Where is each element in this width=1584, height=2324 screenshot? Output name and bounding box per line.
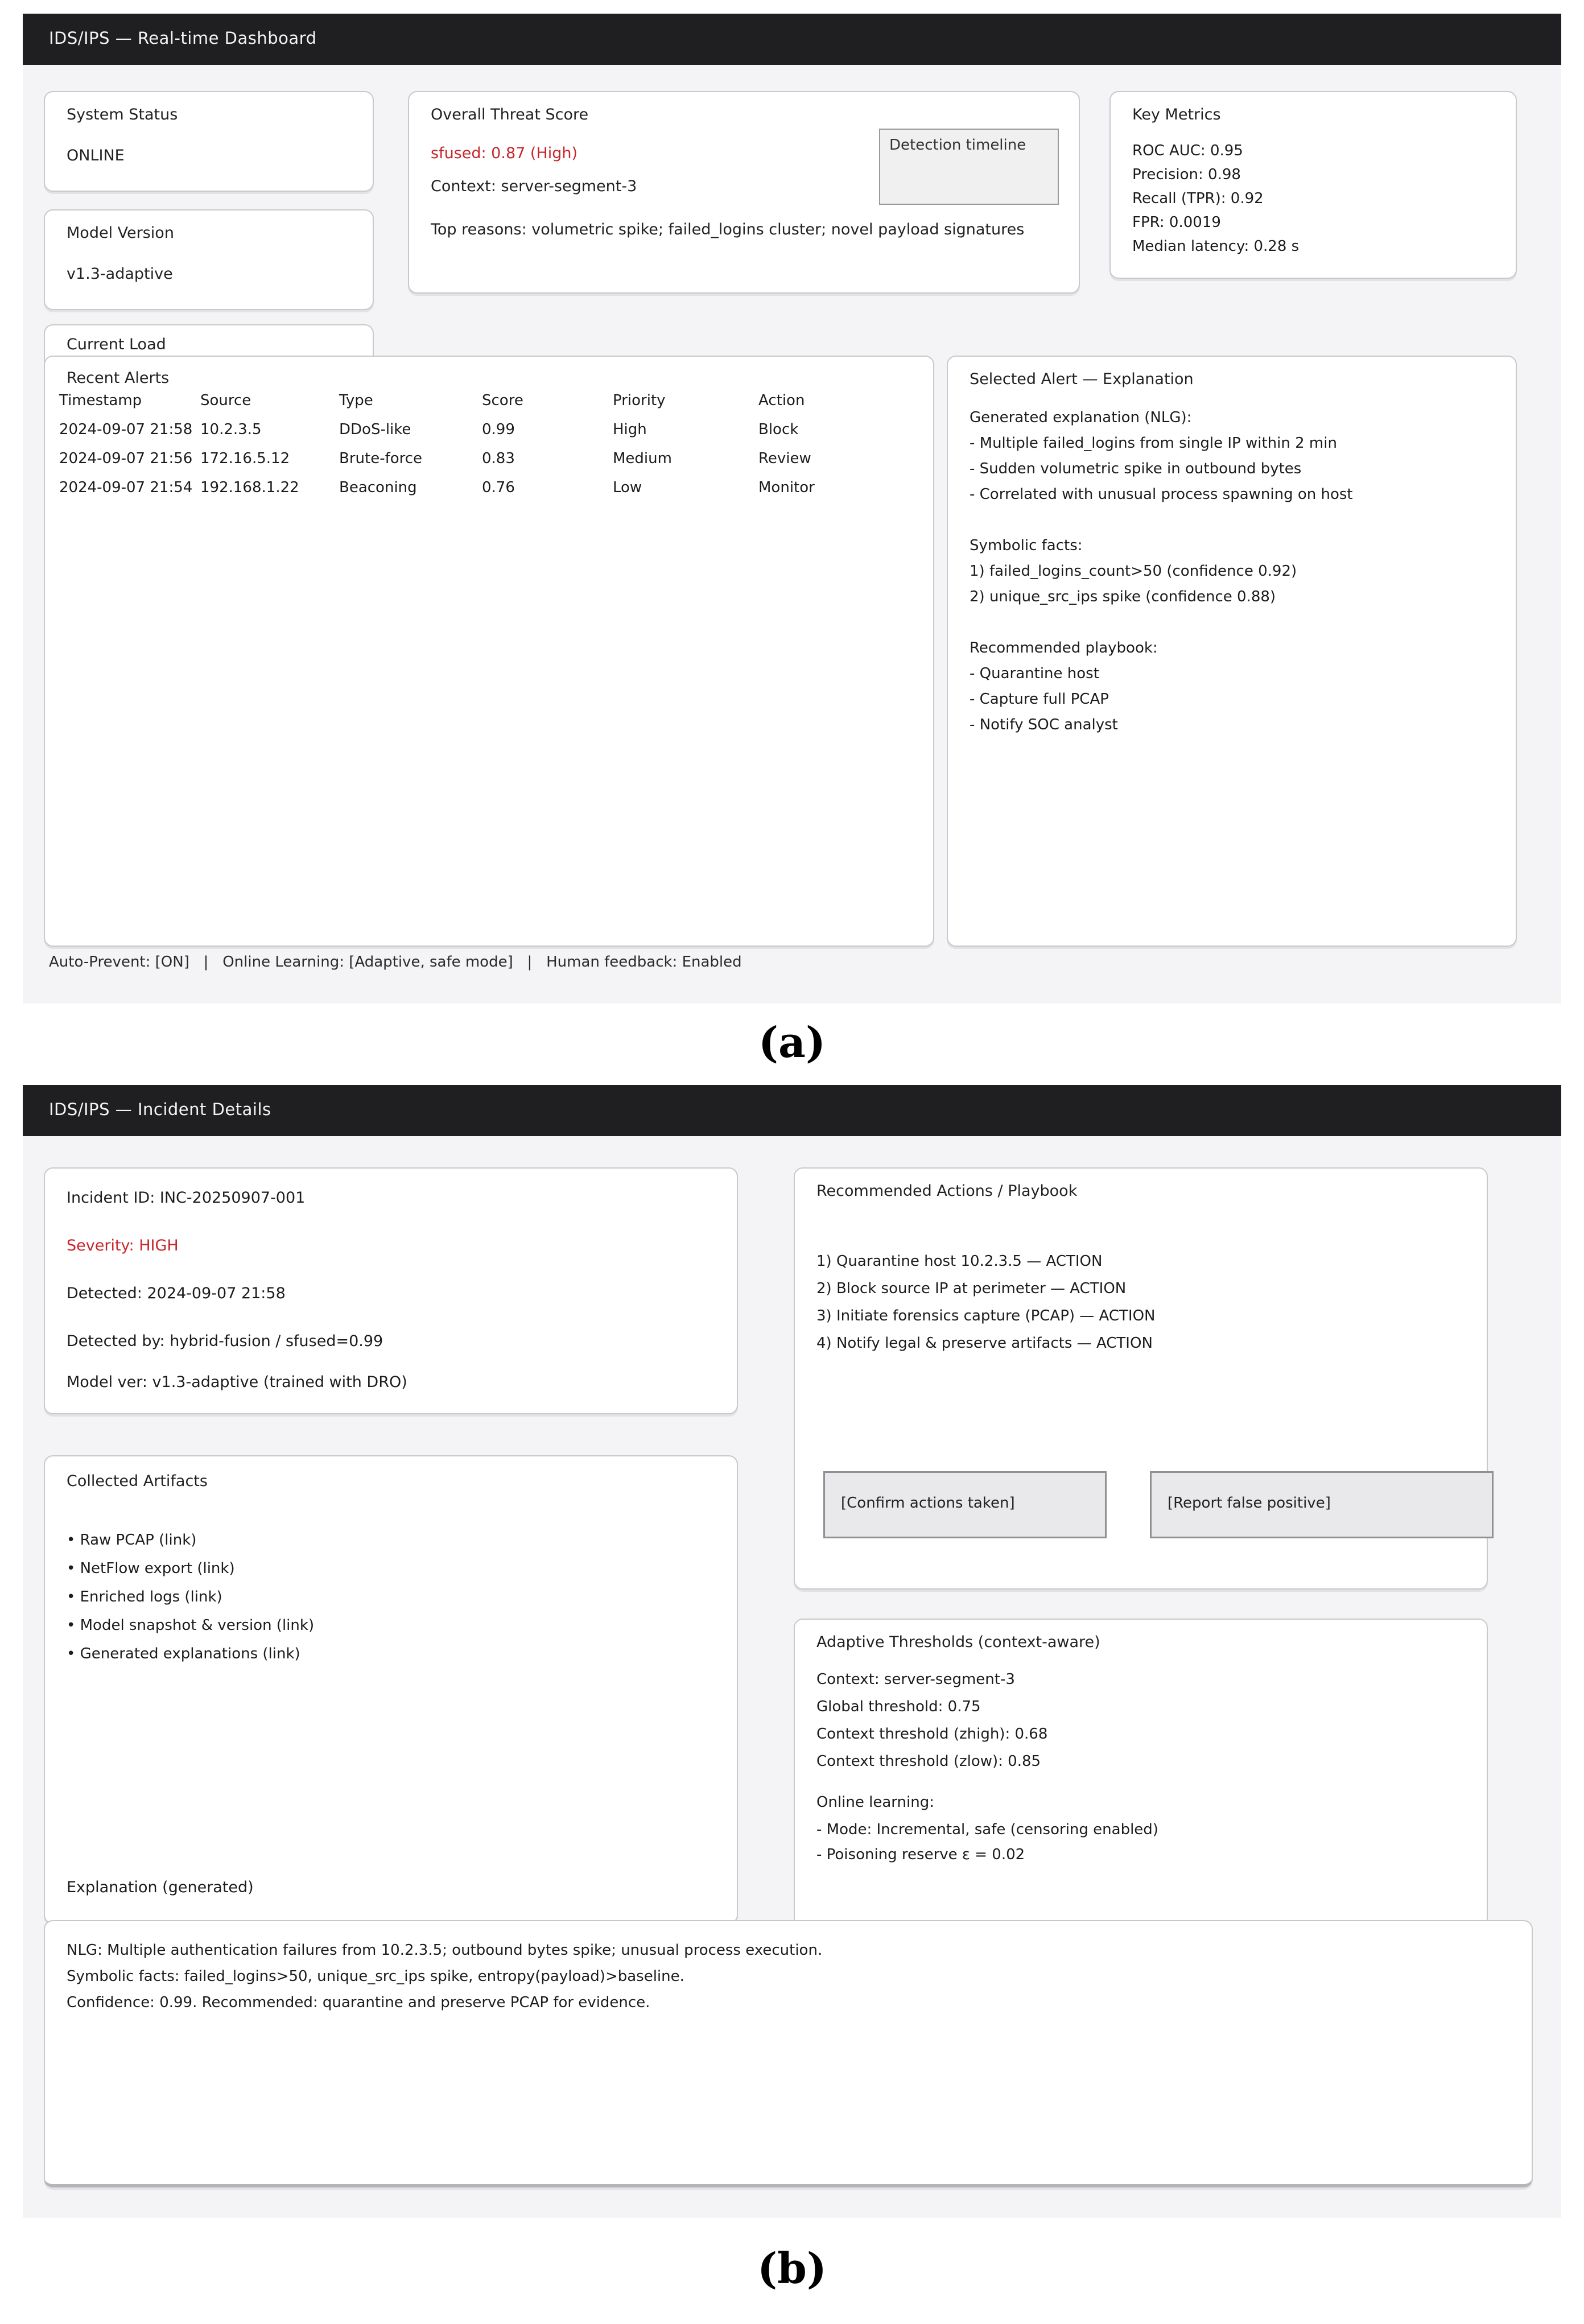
model-version-label: Model Version [67, 224, 174, 242]
artifacts-list [67, 1532, 725, 1674]
recent-alerts-label: Recent Alerts [67, 369, 170, 387]
key-metric-item: ROC AUC: 0.95 [1132, 142, 1243, 159]
incident-detected: Detected: 2024-09-07 21:58 [67, 1285, 286, 1302]
key-metric-item: Precision: 0.98 [1132, 166, 1241, 183]
alert-type: DDoS-like [339, 421, 411, 438]
col-timestamp: Timestamp [59, 392, 142, 409]
alert-score: 0.83 [482, 450, 515, 467]
system-status-card [44, 91, 374, 192]
explanation-line: - Notify SOC analyst [970, 716, 1118, 733]
alert-row[interactable] [59, 421, 927, 450]
adaptive-thresholds-panel [794, 1619, 1488, 1927]
recommended-actions-panel [794, 1167, 1488, 1590]
explanation-line: - Multiple failed_logins from single IP within 2 min [970, 435, 1337, 452]
alert-timestamp: 2024-09-07 21:56 [59, 450, 193, 467]
collected-artifacts-panel [44, 1455, 738, 1924]
online-learning-mode: - Mode: Incremental, safe (censoring enabled) [816, 1821, 1158, 1838]
dashboard-navbar [23, 14, 1561, 65]
selected-alert-explanation [970, 409, 1504, 742]
alert-source: 192.168.1.22 [200, 479, 299, 496]
artifact-link[interactable]: • Model snapshot & version (link) [67, 1617, 315, 1634]
action-item[interactable]: 4) Notify legal & preserve artifacts — ACTION [816, 1335, 1153, 1352]
recommended-actions-list [816, 1253, 1475, 1362]
explanation-generated-label: Explanation (generated) [67, 1879, 254, 1896]
model-version-value: v1.3-adaptive [67, 265, 173, 283]
confirm-actions-button-label: [Confirm actions taken] [841, 1495, 1015, 1512]
action-item[interactable]: 1) Quarantine host 10.2.3.5 — ACTION [816, 1253, 1103, 1270]
alert-action: Review [758, 450, 811, 467]
detection-timeline-placeholder [879, 129, 1059, 205]
explanation-line: - Correlated with unusual process spawning on host [970, 486, 1353, 503]
col-type: Type [339, 392, 373, 409]
threat-score-card [408, 91, 1080, 294]
alerts-table-body [59, 421, 927, 508]
alert-source: 172.16.5.12 [200, 450, 290, 467]
alert-row[interactable] [59, 479, 927, 508]
col-score: Score [482, 392, 523, 409]
incident-id: Incident ID: INC-20250907-001 [67, 1189, 306, 1207]
incident-detected-by: Detected by: hybrid-fusion / sfused=0.99 [67, 1332, 383, 1350]
explanation-line: 2) unique_src_ips spike (confidence 0.88) [970, 588, 1276, 605]
poisoning-reserve: - Poisoning reserve ε = 0.02 [816, 1846, 1025, 1863]
threshold-context: Context: server-segment-3 [816, 1671, 1015, 1688]
incident-severity: Severity: HIGH [67, 1237, 179, 1254]
explanation-line: - Quarantine host [970, 665, 1099, 682]
online-learning-label: Online learning: [816, 1794, 934, 1811]
dashboard-title: IDS/IPS — Real-time Dashboard [49, 28, 317, 48]
explanation-line: Symbolic facts: [970, 537, 1083, 554]
alert-type: Beaconing [339, 479, 417, 496]
action-item[interactable]: 3) Initiate forensics capture (PCAP) — ACTION [816, 1307, 1156, 1324]
alert-score: 0.99 [482, 421, 515, 438]
collected-artifacts-label: Collected Artifacts [67, 1472, 208, 1490]
confirm-actions-button[interactable] [823, 1471, 1107, 1538]
model-version-card [44, 209, 374, 310]
explanation-line [970, 614, 1504, 639]
key-metrics-card [1109, 91, 1517, 279]
alert-type: Brute-force [339, 450, 423, 467]
current-load-label: Current Load [67, 336, 166, 353]
alert-timestamp: 2024-09-07 21:54 [59, 479, 193, 496]
key-metric-item: Median latency: 0.28 s [1132, 238, 1300, 255]
system-status-value: ONLINE [67, 147, 125, 164]
key-metric-item: FPR: 0.0019 [1132, 214, 1221, 231]
nlg-lines [67, 1942, 1520, 2020]
artifact-link[interactable]: • Enriched logs (link) [67, 1588, 222, 1605]
explanation-line: - Sudden volumetric spike in outbound bytes [970, 460, 1302, 477]
artifact-link[interactable]: • Generated explanations (link) [67, 1645, 300, 1662]
detection-timeline-label: Detection timeline [889, 137, 1026, 154]
threat-score-context: Context: server-segment-3 [431, 178, 637, 195]
col-priority: Priority [613, 392, 666, 409]
key-metric-item: Recall (TPR): 0.92 [1132, 190, 1264, 207]
threat-score-label: Overall Threat Score [431, 106, 589, 123]
explanation-line: Recommended playbook: [970, 639, 1158, 657]
col-source: Source [200, 392, 251, 409]
adaptive-thresholds-label: Adaptive Thresholds (context-aware) [816, 1633, 1100, 1651]
explanation-line [970, 511, 1504, 537]
col-action: Action [758, 392, 805, 409]
caption-b: (b) [757, 2244, 827, 2293]
alert-timestamp: 2024-09-07 21:58 [59, 421, 193, 438]
nlg-line: Symbolic facts: failed_logins>50, unique_src_ips spike, entropy(payload)>baseline. [67, 1968, 684, 1985]
incident-screenshot [23, 1085, 1561, 2218]
action-item[interactable]: 2) Block source IP at perimeter — ACTION [816, 1280, 1127, 1297]
artifact-link[interactable]: • NetFlow export (link) [67, 1560, 235, 1577]
alert-action: Block [758, 421, 799, 438]
threat-score-value: sfused: 0.87 (High) [431, 145, 578, 162]
threshold-context-low: Context threshold (zlow): 0.85 [816, 1753, 1041, 1770]
dashboard-screenshot [23, 14, 1561, 1004]
alert-priority: Low [613, 479, 642, 496]
incident-summary-panel [44, 1167, 738, 1414]
key-metrics-label: Key Metrics [1132, 106, 1221, 123]
explanation-line: - Capture full PCAP [970, 691, 1109, 708]
artifact-link[interactable]: • Raw PCAP (link) [67, 1532, 197, 1549]
explanation-line: 1) failed_logins_count>50 (confidence 0.92) [970, 563, 1297, 580]
incident-title: IDS/IPS — Incident Details [49, 1100, 271, 1119]
alert-source: 10.2.3.5 [200, 421, 262, 438]
alerts-table-header [59, 392, 927, 409]
alert-priority: Medium [613, 450, 672, 467]
nlg-explanation-panel [44, 1920, 1533, 2187]
caption-a: (a) [758, 1018, 826, 1067]
nlg-line: Confidence: 0.99. Recommended: quarantine and preserve PCAP for evidence. [67, 1994, 650, 2011]
threshold-global: Global threshold: 0.75 [816, 1698, 981, 1715]
key-metrics-list [1132, 142, 1504, 262]
threat-score-reasons: Top reasons: volumetric spike; failed_logins cluster; novel payload signatures [431, 221, 1025, 238]
report-false-positive-button-label: [Report false positive] [1168, 1495, 1331, 1512]
alert-row[interactable] [59, 450, 927, 479]
alert-score: 0.76 [482, 479, 515, 496]
nlg-line: NLG: Multiple authentication failures from 10.2.3.5; outbound bytes spike; unusual process execution. [67, 1942, 823, 1959]
incident-model-version: Model ver: v1.3-adaptive (trained with DRO) [67, 1373, 407, 1391]
recent-alerts-panel [44, 356, 934, 947]
recommended-actions-label: Recommended Actions / Playbook [816, 1182, 1078, 1200]
alert-action: Monitor [758, 479, 815, 496]
system-status-label: System Status [67, 106, 178, 123]
dashboard-status-bar: Auto-Prevent: [ON] | Online Learning: [Adaptive, safe mode] | Human feedback: Enabled [49, 953, 742, 971]
report-false-positive-button[interactable] [1150, 1471, 1494, 1538]
alert-priority: High [613, 421, 647, 438]
explanation-line: Generated explanation (NLG): [970, 409, 1192, 426]
incident-navbar [23, 1085, 1561, 1136]
selected-alert-label: Selected Alert — Explanation [970, 370, 1194, 388]
threshold-context-high: Context threshold (zhigh): 0.68 [816, 1726, 1048, 1743]
selected-alert-panel [947, 356, 1517, 947]
